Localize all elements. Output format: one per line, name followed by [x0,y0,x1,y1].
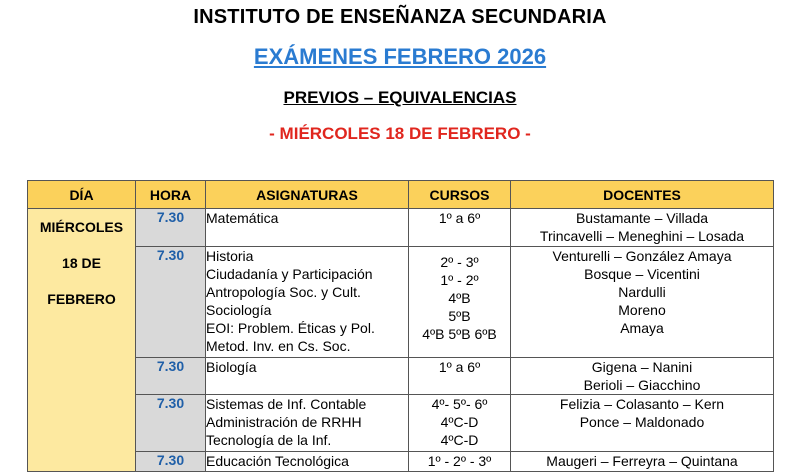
cursos-cell [409,209,511,247]
column-header-cursos: CURSOS [409,181,511,209]
subject: Biología [206,359,257,375]
course: 1º - 2º - 3º [427,453,492,469]
course: 4ºB [448,290,471,306]
course: 2º - 3º [440,254,479,270]
table-row [28,452,774,472]
hora-cell: 7.30 [136,358,206,395]
day-line: MIÉRCOLES [39,219,124,235]
hora-cell: 7.30 [136,209,206,247]
docentes-cell [511,395,774,452]
subject: Ciudadanía y Participación [206,266,373,282]
subject: EOI: Problem. Éticas y Pol. [206,320,375,336]
hora-cell: 7.30 [136,247,206,358]
hora-cell: 7.30 [136,395,206,452]
docentes-cell [511,452,774,472]
teacher-line: Ponce – Maldonado [579,414,705,430]
exam-title: EXÁMENES FEBRERO 2026 [253,44,547,69]
subject: Educación Tecnológica [206,453,349,469]
teacher-line: Nardulli [618,284,666,300]
teacher-line: Amaya [620,320,664,336]
subject: Sistemas de Inf. Contable [206,396,367,412]
cursos-cell [409,395,511,452]
teacher-line: Maugeri – Ferreyra – Quintana [546,453,738,469]
cursos-cell [409,247,511,358]
subject: Sociología [206,302,272,318]
table-row [28,209,774,247]
table-row [28,358,774,395]
subject: Tecnología de la Inf. [206,432,332,448]
day-line: FEBRERO [47,291,116,307]
docentes-cell [511,358,774,395]
hora-cell: 7.30 [136,452,206,472]
teacher-line: Bosque – Vicentini [584,266,700,282]
column-header-docentes: DOCENTES [511,181,774,209]
subject: Metod. Inv. en Cs. Soc. [206,338,351,354]
cursos-cell [409,358,511,395]
course: 4ºC-D [440,432,479,448]
subject: Administración de RRHH [206,414,362,430]
exam-date: - MIÉRCOLES 18 DE FEBRERO - [269,124,531,143]
course: 5ºB [448,308,471,324]
asignaturas-cell [206,452,409,472]
exam-schedule-table [27,180,774,472]
docentes-cell [511,247,774,358]
course: 4ºB 5ºB 6ºB [422,326,497,342]
table-row [28,247,774,358]
cursos-cell [409,452,511,472]
teacher-line: Moreno [618,302,666,318]
teacher-line: Gigena – Nanini [591,359,693,375]
column-header-dia: DÍA [28,181,136,209]
subject: Historia [206,248,254,264]
subject: Matemática [206,210,279,226]
asignaturas-cell [206,209,409,247]
day-cell [28,209,136,472]
column-header-asignaturas: ASIGNATURAS [206,181,409,209]
asignaturas-cell [206,358,409,395]
asignaturas-cell [206,395,409,452]
course: 1º - 2º [440,272,479,288]
table-header-row [28,181,774,209]
course: 1º a 6º [438,210,481,226]
course: 4º- 5º- 6º [431,396,488,412]
teacher-line: Felizia – Colasanto – Kern [559,396,725,412]
table-row [28,395,774,452]
teacher-line: Venturelli – González Amaya [552,248,732,264]
teacher-line: Bustamante – Villada [575,210,709,226]
asignaturas-cell [206,247,409,358]
teacher-line: Berioli – Giacchino [583,377,701,393]
course: 4ºC-D [440,414,479,430]
docentes-cell [511,209,774,247]
day-line: 18 DE [62,255,101,271]
subject: Antropología Soc. y Cult. [206,284,361,300]
teacher-line: Trincavelli – Meneghini – Losada [539,228,745,244]
institution-title: INSTITUTO DE ENSEÑANZA SECUNDARIA [193,6,607,28]
course: 1º a 6º [438,359,481,375]
column-header-hora: HORA [136,181,206,209]
exam-subtitle: PREVIOS – EQUIVALENCIAS [283,88,517,107]
